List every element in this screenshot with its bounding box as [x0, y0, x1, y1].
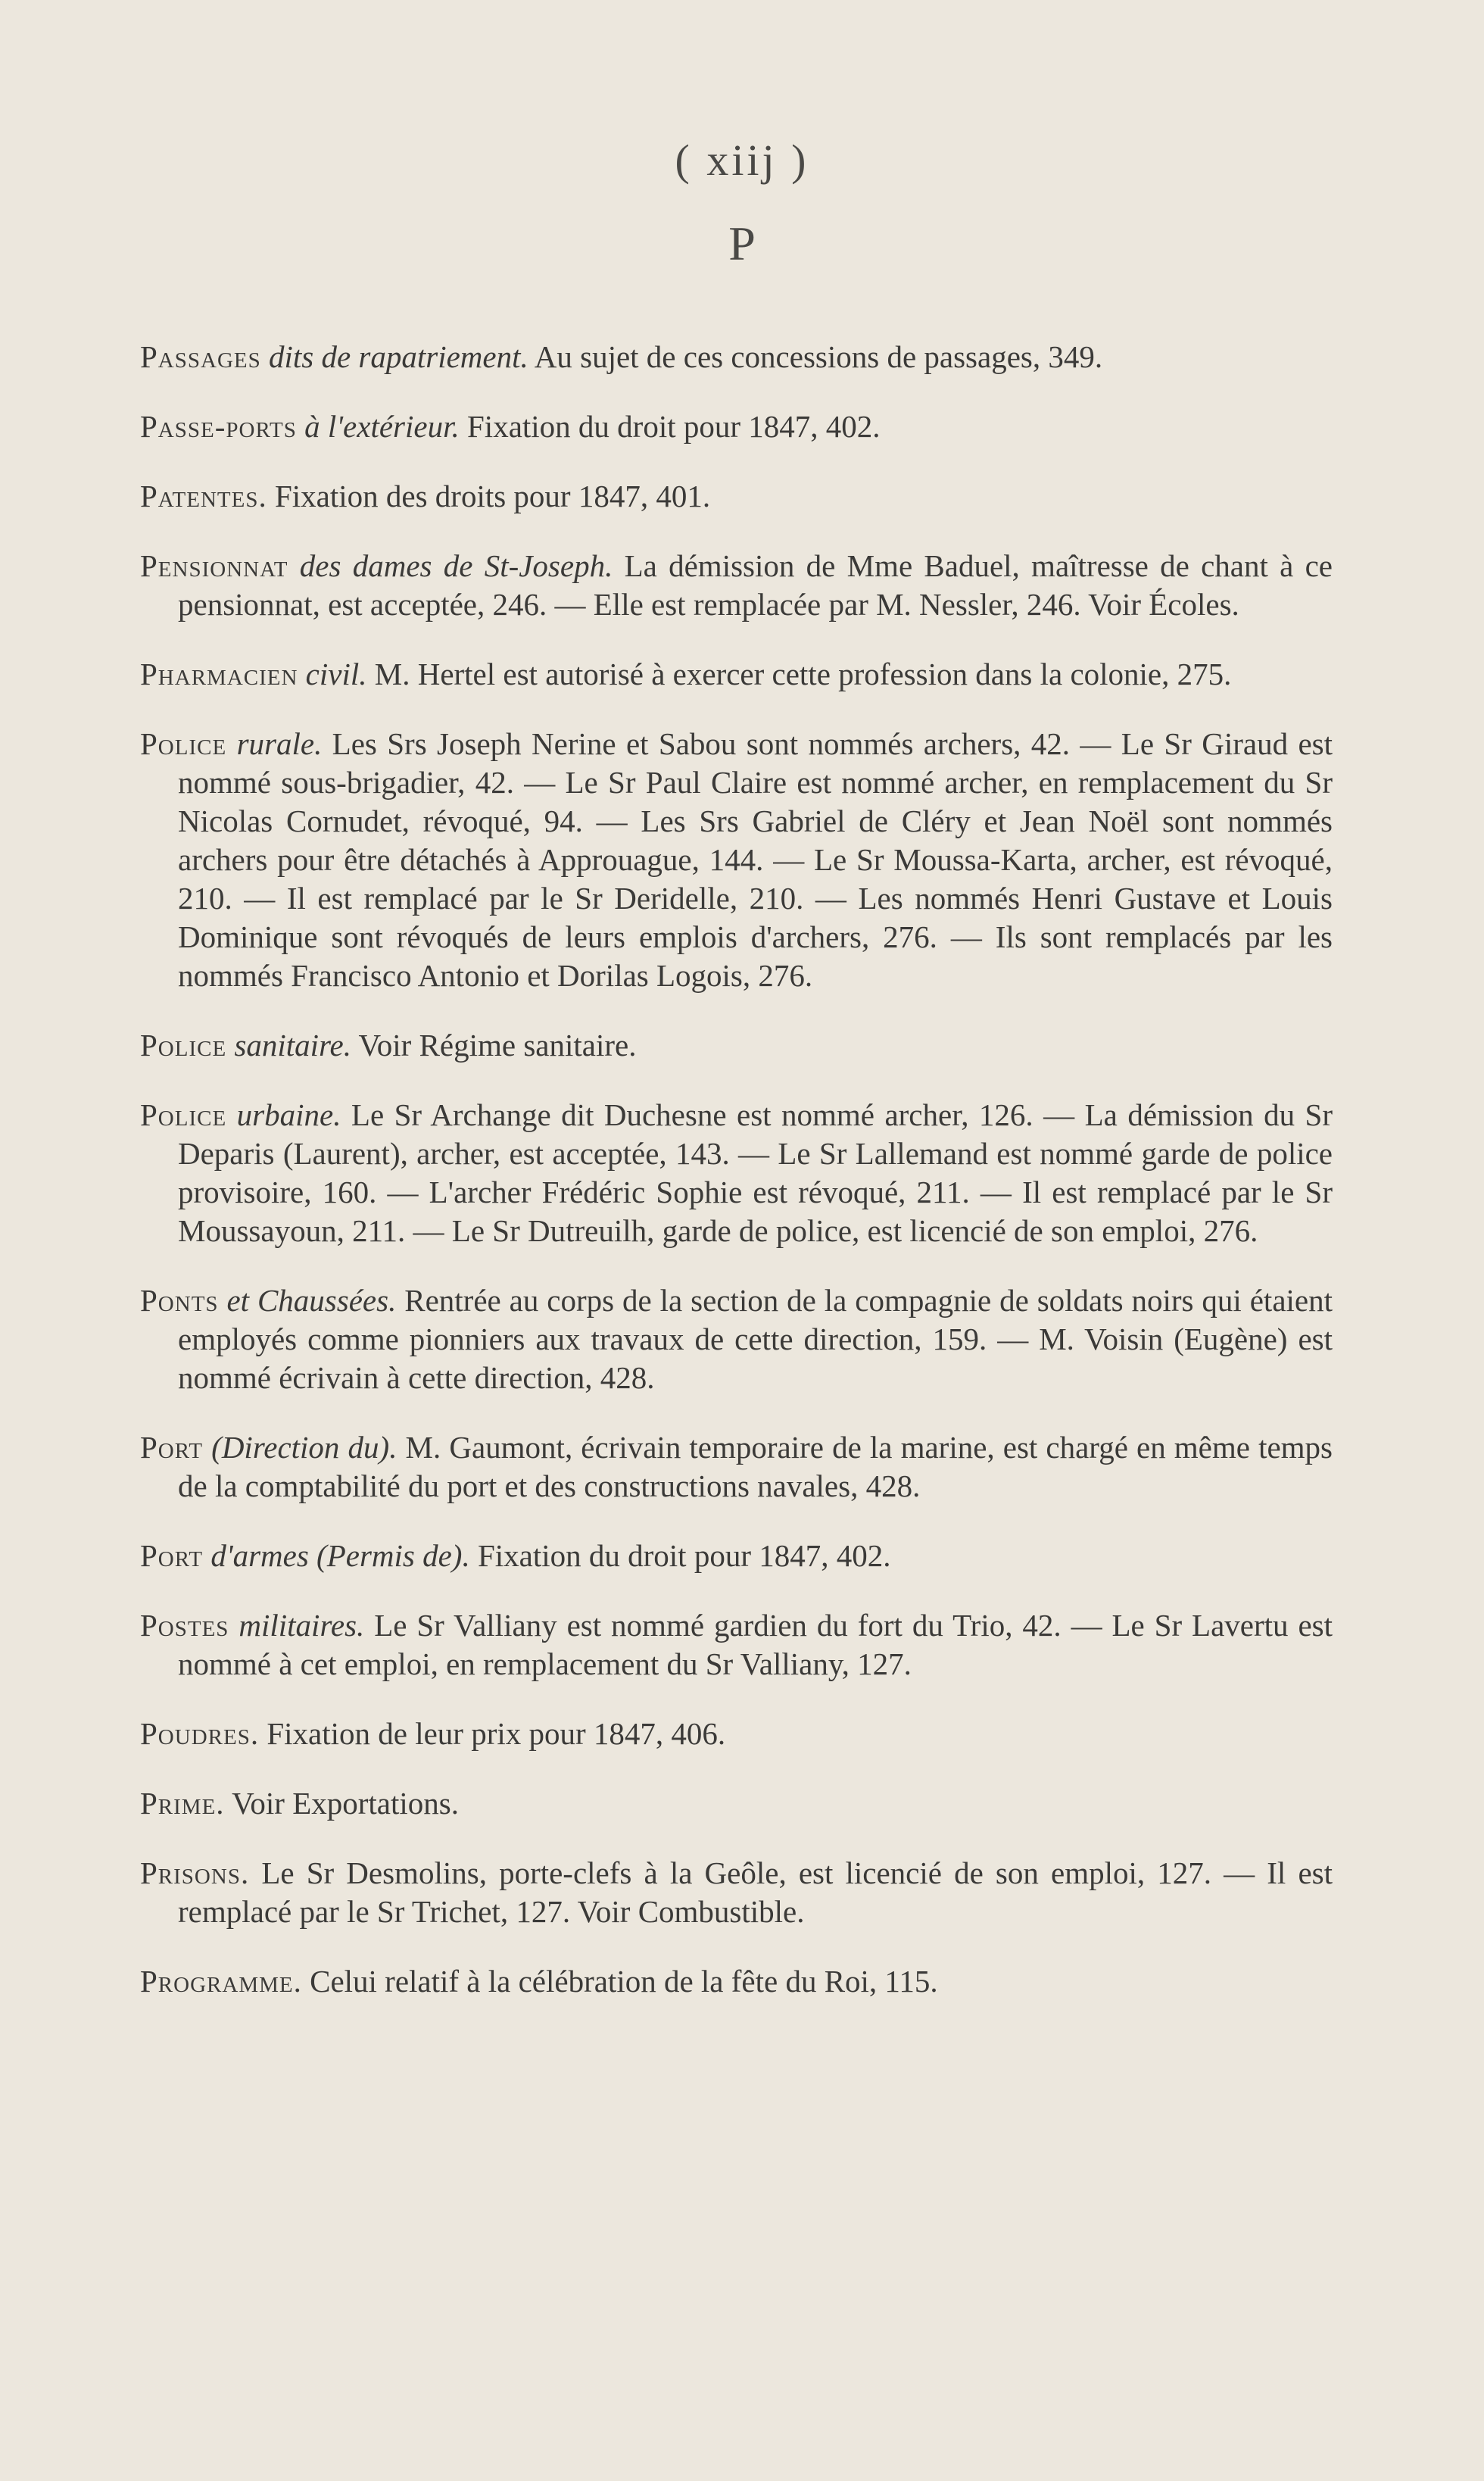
- entry-heading: Patentes.: [140, 479, 267, 513]
- entry-heading: Port: [140, 1538, 204, 1573]
- entry-text: Le Sr Desmolins, porte-clefs à la Geôle, est licencié de son emploi, 127. — Il est remplacé par le Sr Trichet, 127. Voir Combustible.: [178, 1855, 1333, 1929]
- entry-text: Fixation du droit pour 1847, 402.: [459, 409, 881, 444]
- index-entry: [140, 1096, 1333, 1250]
- entry-heading: Pensionnat: [140, 548, 288, 583]
- entry-heading: Postes: [140, 1608, 229, 1643]
- index-entry: [140, 1537, 1333, 1575]
- entry-text: Le Sr Archange dit Duchesne est nommé archer, 126. — La démission du Sr Deparis (Laurent), archer, est acceptée, 143. — Le Sr Lallemand est nommé garde de police provisoire, 160. — L'archer Frédéric Sophie est révoqué, 211. — Il est remplacé par le Sr Moussayoun, 211. — Le Sr Dutreuilh, garde de police, est licencié de son emploi, 276.: [178, 1097, 1333, 1248]
- entry-text: Le Sr Valliany est nommé gardien du fort du Trio, 42. — Le Sr Lavertu est nommé à cet emploi, en remplacement du Sr Valliany, 127.: [178, 1608, 1333, 1681]
- entry-qualifier: des dames de St-Joseph.: [299, 548, 613, 583]
- entry-text: Rentrée au corps de la section de la compagnie de soldats noirs qui étaient employés comme pionniers aux travaux de cette direction, 159. — M. Voisin (Eugène) est nommé écrivain à cette direction, 428.: [178, 1283, 1333, 1395]
- entry-text: Au sujet de ces concessions de passages, 349.: [528, 339, 1103, 374]
- index-entry: [140, 407, 1333, 446]
- index-entries: [140, 307, 1333, 2027]
- entry-qualifier: et Chaussées.: [226, 1283, 397, 1318]
- entry-heading: Police: [140, 1097, 227, 1132]
- section-letter: P: [728, 217, 756, 270]
- entry-heading: Prime.: [140, 1786, 225, 1821]
- index-entry: [140, 1606, 1333, 1684]
- entry-heading: Pharmacien: [140, 657, 298, 691]
- entry-qualifier: rurale.: [236, 726, 323, 761]
- entry-heading: Passe-ports: [140, 409, 297, 444]
- index-entry: [140, 547, 1333, 624]
- entry-text: Fixation du droit pour 1847, 402.: [469, 1538, 891, 1573]
- entry-qualifier: à l'extérieur.: [304, 409, 460, 444]
- entry-heading: Ponts: [140, 1283, 219, 1318]
- page-number: ( xiij ): [675, 136, 809, 185]
- index-entry: [140, 725, 1333, 995]
- entry-text: Les Srs Joseph Nerine et Sabou sont nommés archers, 42. — Le Sr Giraud est nommé sous-brigadier, 42. — Le Sr Paul Claire est nommé archer, en remplacement du Sr Nicolas Cornudet, révoqué, 94. — Les Srs Gabriel de Cléry et Jean Noël sont nommés archers pour être détachés à Approuague, 144. — Le Sr Moussa-Karta, archer, est révoqué, 210. — Il est remplacé par le Sr Deridelle, 210. — Les nommés Henri Gustave et Louis Dominique sont révoqués de leurs emplois d'archers, 276. — Ils sont remplacés par les nommés Francisco Antonio et Dorilas Logois, 276.: [178, 726, 1333, 993]
- entry-heading: Prisons.: [140, 1855, 250, 1890]
- entry-qualifier: militaires.: [238, 1608, 365, 1643]
- entry-text: M. Hertel est autorisé à exercer cette profession dans la colonie, 275.: [366, 657, 1232, 691]
- entry-heading: Programme.: [140, 1964, 302, 1999]
- entry-text: Fixation de leur prix pour 1847, 406.: [259, 1716, 726, 1751]
- entry-text: M. Gaumont, écrivain temporaire de la marine, est chargé en même temps de la comptabilité du port et des constructions navales, 428.: [178, 1430, 1333, 1503]
- index-entry: [140, 338, 1333, 376]
- index-entry: [140, 1026, 1333, 1065]
- entry-text: Celui relatif à la célébration de la fête du Roi, 115.: [301, 1964, 938, 1999]
- index-entry: [140, 1281, 1333, 1397]
- index-entry: [140, 1784, 1333, 1823]
- entry-text: Voir Exportations.: [224, 1786, 459, 1821]
- entry-qualifier: (Direction du).: [211, 1430, 398, 1465]
- entry-text: La démission de Mme Baduel, maîtresse de chant à ce pensionnat, est acceptée, 246. — Elle est remplacée par M. Nessler, 246. Voir Écoles.: [178, 548, 1333, 622]
- entry-qualifier: d'armes (Permis de).: [210, 1538, 470, 1573]
- entry-qualifier: urbaine.: [236, 1097, 341, 1132]
- entry-heading: Port: [140, 1430, 204, 1465]
- index-entry: [140, 1854, 1333, 1931]
- entry-heading: Poudres.: [140, 1716, 260, 1751]
- index-entry: [140, 1962, 1333, 2001]
- entry-qualifier: sanitaire.: [234, 1028, 351, 1063]
- entry-heading: Passages: [140, 339, 261, 374]
- index-entry: [140, 655, 1333, 694]
- index-entry: [140, 477, 1333, 516]
- entry-qualifier: dits de rapatriement.: [268, 339, 528, 374]
- index-entry: [140, 1715, 1333, 1753]
- entry-qualifier: civil.: [305, 657, 367, 691]
- entry-heading: Police: [140, 1028, 227, 1063]
- index-entry: [140, 1428, 1333, 1506]
- entry-heading: Police: [140, 726, 227, 761]
- entry-text: Voir Régime sanitaire.: [351, 1028, 637, 1063]
- entry-text: Fixation des droits pour 1847, 401.: [267, 479, 711, 513]
